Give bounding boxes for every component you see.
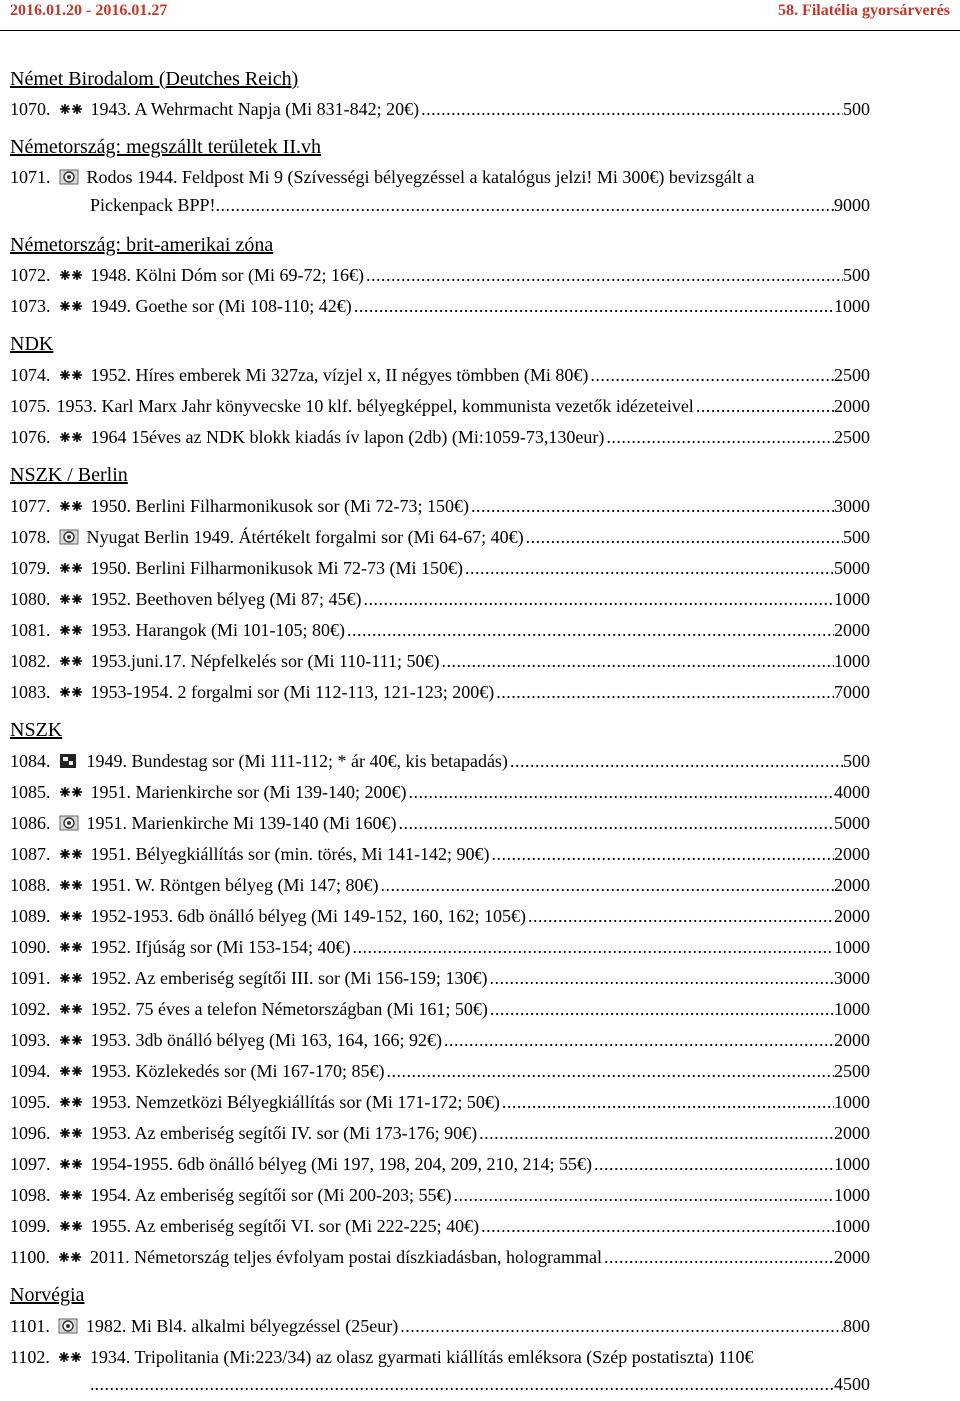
lot-number: 1071.	[10, 167, 51, 187]
lot-description: 1943. A Wehrmacht Napja (Mi 831-842; 20€)	[90, 99, 420, 119]
lot-number: 1087.	[10, 844, 51, 864]
lot-description: 1954-1955. 6db önálló bélyeg (Mi 197, 198, 204, 209, 210, 214; 55€)	[90, 1154, 592, 1174]
double-star-icon	[59, 784, 83, 800]
lot-description: 1950. Berlini Filharmonikusok Mi 72-73 (Mi 150€)	[90, 558, 463, 578]
lot-number: 1084.	[10, 751, 51, 771]
lot-number: 1076.	[10, 427, 51, 447]
hinged-stamp-icon	[59, 753, 79, 769]
dot-leader	[347, 620, 834, 641]
double-star-icon	[58, 1349, 82, 1365]
dot-leader	[502, 1092, 834, 1113]
lot-description: 1953. 3db önálló bélyeg (Mi 163, 164, 166; 92€)	[90, 1030, 442, 1050]
lot-description: 1951. Marienkirche Mi 139-140 (Mi 160€)	[86, 813, 397, 833]
lot-row	[10, 589, 870, 615]
lot-number: 1097.	[10, 1154, 51, 1174]
lot-description-continuation	[90, 195, 870, 216]
dot-leader	[479, 1123, 834, 1144]
lot-price: 3000	[834, 968, 870, 988]
lot-price: 5000	[834, 558, 870, 578]
lot-description: 1934. Tripolitania (Mi:223/34) az olasz gyarmati kiállítás emléksora (Szép postatiszta) 110€	[89, 1347, 754, 1367]
lot-row	[10, 427, 870, 453]
lot-price: 1000	[834, 651, 870, 671]
lot-number: 1096.	[10, 1123, 51, 1143]
lot-number: 1083.	[10, 682, 51, 702]
lot-price: 2500	[834, 1061, 870, 1081]
lot-price: 1000	[834, 937, 870, 957]
lot-number: 1073.	[10, 296, 51, 316]
lot-number: 1081.	[10, 620, 51, 640]
dot-leader	[441, 651, 834, 672]
lot-row	[10, 682, 870, 708]
dot-leader	[352, 937, 834, 958]
lot-description: 1952. Beethoven bélyeg (Mi 87; 45€)	[90, 589, 362, 609]
lot-row	[10, 1030, 870, 1056]
section-title: NSZK	[10, 719, 63, 741]
section-title: Német Birodalom (Deutches Reich)	[10, 68, 299, 90]
dot-leader	[380, 875, 834, 896]
dot-leader	[465, 558, 834, 579]
lot-row	[10, 968, 870, 994]
dot-leader	[471, 496, 834, 517]
lot-number: 1077.	[10, 496, 51, 516]
lot-row	[10, 167, 870, 193]
lot-number: 1075.	[10, 396, 51, 416]
lot-row	[10, 620, 870, 646]
dot-leader	[490, 999, 834, 1020]
lot-description: 1953-1954. 2 forgalmi sor (Mi 112-113, 121-123; 200€)	[90, 682, 495, 702]
lot-row	[10, 906, 870, 932]
double-star-icon	[59, 1063, 83, 1079]
lot-description: 1954. Az emberiség segítői sor (Mi 200-203; 55€)	[90, 1185, 452, 1205]
double-star-icon	[59, 1187, 83, 1203]
lot-row	[10, 527, 870, 553]
continuation-text: .	[90, 1374, 95, 1394]
lot-row	[10, 875, 870, 901]
lot-number: 1098.	[10, 1185, 51, 1205]
dot-leader	[408, 782, 834, 803]
double-star-icon	[59, 970, 83, 986]
lot-description: 1949. Goethe sor (Mi 108-110; 42€)	[90, 296, 352, 316]
dot-leader	[696, 396, 834, 417]
lot-description-continuation	[90, 1374, 870, 1395]
dot-leader	[421, 99, 843, 120]
lot-row	[10, 1185, 870, 1211]
lot-number: 1091.	[10, 968, 51, 988]
header-divider	[0, 30, 960, 31]
lot-price: 500	[843, 99, 870, 119]
continuation-text: Pickenpack BPP!	[90, 195, 216, 215]
lot-number: 1093.	[10, 1030, 51, 1050]
lot-price: 1000	[834, 1185, 870, 1205]
lot-price: 2000	[834, 906, 870, 926]
dot-leader	[363, 589, 834, 610]
lot-description: 1951. W. Röntgen bélyeg (Mi 147; 80€)	[90, 875, 379, 895]
lot-price: 2000	[834, 1123, 870, 1143]
dot-leader	[400, 1316, 843, 1337]
dot-leader	[528, 906, 834, 927]
lot-description: 1953. Az emberiség segítői IV. sor (Mi 173-176; 90€)	[90, 1123, 478, 1143]
lot-number: 1082.	[10, 651, 51, 671]
lot-price: 1000	[834, 1092, 870, 1112]
lot-price: 9000	[834, 195, 870, 215]
lot-row	[10, 496, 870, 522]
double-star-icon	[59, 1094, 83, 1110]
lot-number: 1078.	[10, 527, 51, 547]
lot-number: 1085.	[10, 782, 51, 802]
double-star-icon	[59, 367, 83, 383]
cancelled-stamp-icon	[59, 815, 79, 831]
lot-price: 2000	[834, 396, 870, 416]
double-star-icon	[59, 429, 83, 445]
double-star-icon	[59, 298, 83, 314]
dot-leader	[386, 1061, 834, 1082]
section-title: Norvégia	[10, 1284, 85, 1306]
lot-description: 1953. Nemzetközi Bélyegkiállítás sor (Mi 171-172; 50€)	[90, 1092, 500, 1112]
double-star-icon	[59, 939, 83, 955]
dot-leader	[354, 296, 834, 317]
lot-row	[10, 1316, 870, 1342]
lot-row	[10, 296, 870, 322]
lot-description: Rodos 1944. Feldpost Mi 9 (Szívességi bélyegzéssel a katalógus jelzi! Mi 300€) bevizsgált a	[86, 167, 755, 187]
double-star-icon	[59, 1156, 83, 1172]
lot-price: 2000	[834, 844, 870, 864]
lot-price: 3000	[834, 496, 870, 516]
lot-price: 2500	[834, 427, 870, 447]
lot-description: 1951. Bélyegkiállítás sor (min. törés, Mi 141-142; 90€)	[90, 844, 490, 864]
lot-row	[10, 265, 870, 291]
dot-leader	[481, 1216, 834, 1237]
lot-number: 1101.	[10, 1316, 50, 1336]
lot-price: 4500	[834, 1374, 870, 1394]
dot-leader	[366, 265, 843, 286]
lot-row	[10, 558, 870, 584]
lot-description: 1950. Berlini Filharmonikusok sor (Mi 72-73; 150€)	[90, 496, 469, 516]
double-star-icon	[59, 1032, 83, 1048]
lot-price: 1000	[834, 296, 870, 316]
lot-row	[10, 937, 870, 963]
lot-description: 1948. Kölni Dóm sor (Mi 69-72; 16€)	[90, 265, 364, 285]
lot-row	[10, 1216, 870, 1242]
double-star-icon	[59, 1125, 83, 1141]
lot-price: 2000	[834, 875, 870, 895]
lot-row	[10, 99, 870, 125]
lot-row	[10, 1154, 870, 1180]
lot-price: 1000	[834, 999, 870, 1019]
lot-number: 1072.	[10, 265, 51, 285]
double-star-icon	[59, 267, 83, 283]
cancelled-stamp-icon	[59, 529, 79, 545]
lot-price: 5000	[834, 813, 870, 833]
lot-price: 1000	[834, 589, 870, 609]
double-star-icon	[59, 846, 83, 862]
lot-row	[10, 1092, 870, 1118]
dot-leader	[491, 844, 834, 865]
lot-number: 1079.	[10, 558, 51, 578]
lot-number: 1099.	[10, 1216, 51, 1236]
lot-row	[10, 396, 870, 422]
lot-price: 7000	[834, 682, 870, 702]
lot-row	[10, 1123, 870, 1149]
dot-leader	[453, 1185, 834, 1206]
double-star-icon	[58, 1249, 82, 1265]
lot-price: 500	[843, 265, 870, 285]
dot-leader	[526, 527, 843, 548]
lot-number: 1090.	[10, 937, 51, 957]
double-star-icon	[59, 560, 83, 576]
lot-description: 1982. Mi Bl4. alkalmi bélyegzéssel (25eur)	[85, 1316, 399, 1336]
lot-description: Nyugat Berlin 1949. Átértékelt forgalmi sor (Mi 64-67; 40€)	[86, 527, 524, 547]
dot-leader	[444, 1030, 834, 1051]
lot-description: 1949. Bundestag sor (Mi 111-112; * ár 40€, kis betapadás)	[86, 751, 508, 771]
dot-leader	[496, 682, 834, 703]
lot-description: 1952. Az emberiség segítői III. sor (Mi 156-159; 130€)	[90, 968, 488, 988]
section-title: Németország: brit-amerikai zóna	[10, 234, 274, 256]
lot-number: 1070.	[10, 99, 51, 119]
lot-number: 1074.	[10, 365, 51, 385]
double-star-icon	[59, 653, 83, 669]
lot-description: 2011. Németország teljes évfolyam postai díszkiadásban, hologrammal	[89, 1247, 603, 1267]
lot-price: 800	[843, 1316, 870, 1336]
section-title: NSZK / Berlin	[10, 464, 128, 486]
lot-row	[10, 999, 870, 1025]
double-star-icon	[59, 908, 83, 924]
lot-price: 4000	[834, 782, 870, 802]
lot-price: 2000	[834, 620, 870, 640]
lot-price: 500	[843, 751, 870, 771]
lot-row	[10, 1347, 870, 1373]
dot-leader	[489, 968, 834, 989]
lot-number: 1095.	[10, 1092, 51, 1112]
lot-row	[10, 651, 870, 677]
lot-description: 1964 15éves az NDK blokk kiadás ív lapon (2db) (Mi:1059-73,130eur)	[90, 427, 605, 447]
double-star-icon	[59, 622, 83, 638]
header-date-range: 2016.01.20 - 2016.01.27	[10, 2, 168, 19]
lot-description: 1952. 75 éves a telefon Németországban (Mi 161; 50€)	[90, 999, 488, 1019]
double-star-icon	[59, 591, 83, 607]
lot-row	[10, 844, 870, 870]
lot-row	[10, 1061, 870, 1087]
double-star-icon	[59, 1218, 83, 1234]
lot-row	[10, 813, 870, 839]
cancelled-stamp-icon	[59, 169, 79, 185]
dot-leader	[398, 813, 834, 834]
lot-description: 1951. Marienkirche sor (Mi 139-140; 200€)	[90, 782, 407, 802]
dot-leader	[590, 365, 834, 386]
dot-leader	[594, 1154, 834, 1175]
dot-leader	[604, 1247, 834, 1268]
lot-price: 1000	[834, 1154, 870, 1174]
lot-description: 1952-1953. 6db önálló bélyeg (Mi 149-152, 160, 162; 105€)	[90, 906, 526, 926]
double-star-icon	[59, 877, 83, 893]
lot-description: 1953. Közlekedés sor (Mi 167-170; 85€)	[90, 1061, 385, 1081]
lot-description: 1953.juni.17. Népfelkelés sor (Mi 110-111; 50€)	[90, 651, 440, 671]
lot-price: 2000	[834, 1030, 870, 1050]
double-star-icon	[59, 1001, 83, 1017]
lot-description: 1952. Híres emberek Mi 327za, vízjel x, II négyes tömbben (Mi 80€)	[90, 365, 589, 385]
lot-row	[10, 782, 870, 808]
lot-row	[10, 1247, 870, 1273]
double-star-icon	[59, 684, 83, 700]
lot-number: 1088.	[10, 875, 51, 895]
cancelled-stamp-icon	[58, 1318, 78, 1334]
lot-price: 500	[843, 527, 870, 547]
lot-number: 1080.	[10, 589, 51, 609]
dot-leader	[216, 195, 835, 216]
lot-row	[10, 751, 870, 777]
double-star-icon	[59, 498, 83, 514]
section-title: NDK	[10, 333, 54, 355]
lot-description: 1955. Az emberiség segítői VI. sor (Mi 222-225; 40€)	[90, 1216, 480, 1236]
lot-number: 1102.	[10, 1347, 50, 1367]
dot-leader	[510, 751, 843, 772]
dot-leader	[606, 427, 834, 448]
lot-row	[10, 365, 870, 391]
header-title: 58. Filatélia gyorsárverés	[778, 2, 950, 19]
double-star-icon	[59, 101, 83, 117]
lot-description: 1952. Ifjúság sor (Mi 153-154; 40€)	[90, 937, 351, 957]
lot-number: 1089.	[10, 906, 51, 926]
dot-leader	[95, 1374, 835, 1395]
lot-price: 2000	[834, 1247, 870, 1267]
lot-number: 1086.	[10, 813, 51, 833]
lot-number: 1094.	[10, 1061, 51, 1081]
lot-description: 1953. Harangok (Mi 101-105; 80€)	[90, 620, 345, 640]
lot-price: 2500	[834, 365, 870, 385]
lot-number: 1100.	[10, 1247, 50, 1267]
section-title: Németország: megszállt területek II.vh	[10, 136, 321, 158]
lot-description: 1953. Karl Marx Jahr könyvecske 10 klf. bélyegképpel, kommunista vezetők idézeteivel	[56, 396, 694, 416]
lot-number: 1092.	[10, 999, 51, 1019]
lot-price: 1000	[834, 1216, 870, 1236]
